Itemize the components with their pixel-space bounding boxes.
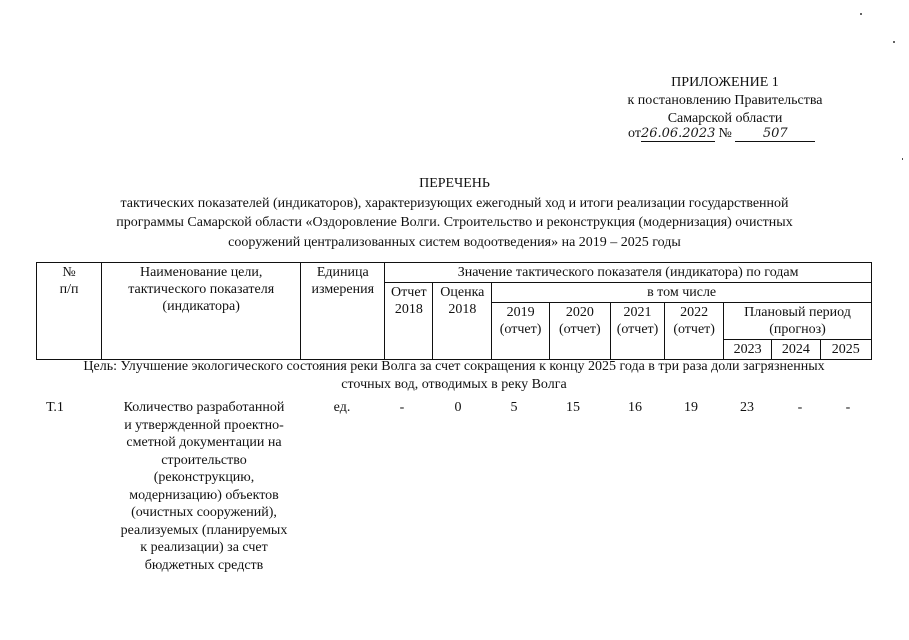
table-row	[0, 399, 909, 579]
row-name-line: сметной документации на	[126, 435, 282, 450]
header-including: в том числе	[492, 283, 872, 303]
number-handwritten: 507	[735, 126, 815, 142]
goal-statement	[36, 358, 872, 394]
annex-line2: к постановлению Правительства	[627, 93, 823, 108]
header-name: Наименование цели, тактического показателя (индикатора)	[102, 263, 301, 360]
row-name-line: модернизацию) объектов	[129, 487, 279, 503]
row-estimate-2018: 0	[454, 400, 462, 415]
annex-date-number	[628, 126, 815, 142]
header-num: № п/п	[37, 263, 102, 360]
title-line3: сооружений централизованных систем водоотведения» на 2019 – 2025 годы	[228, 234, 681, 250]
annex-line3: Самарской области	[667, 111, 783, 126]
title-line1: тактических показателей (индикаторов), характеризующих ежегодный ход и итоги реализации государственной	[120, 195, 789, 211]
row-name-line: (очистных сооружений),	[131, 505, 277, 520]
annex-title: ПРИЛОЖЕНИЕ 1	[671, 75, 779, 90]
row-name	[106, 399, 302, 574]
title-line2: программы Самарской области «Оздоровление Волги. Строительство и реконструкция (модернизация) очистных	[116, 215, 793, 230]
date-handwritten: 26.06.2023	[640, 126, 716, 141]
header-unit: Единица измерения	[301, 263, 385, 360]
goal-line2: сточных вод, отводимых в реку Волга	[341, 377, 567, 392]
goal-line1: Цель: Улучшение экологического состояния реки Волга за счет сокращения к концу 2025 года в три раза доли загрязненных	[83, 359, 825, 374]
row-name-line: Количество разработанной	[123, 400, 285, 415]
title-heading: ПЕРЕЧЕНЬ	[419, 176, 490, 191]
header-2020: 2020 (отчет)	[549, 303, 610, 360]
row-name-line: и утвержденной проектно-	[124, 417, 284, 433]
document-title	[0, 174, 909, 252]
row-2022: 19	[684, 400, 698, 415]
header-2021: 2021 (отчет)	[610, 303, 665, 360]
scan-speck	[860, 13, 862, 15]
row-name-line: строительство	[161, 452, 247, 468]
row-unit: ед.	[333, 400, 351, 415]
row-name-line: реализуемых (планируемых	[120, 522, 288, 538]
header-planned-period: Плановый период (прогноз)	[724, 303, 872, 340]
header-2022: 2022 (отчет)	[665, 303, 724, 360]
date-prefix: от	[628, 126, 641, 141]
scan-speck	[902, 158, 903, 160]
header-2019: 2019 (отчет)	[492, 303, 550, 360]
header-values-title: Значение тактического показателя (индикатора) по годам	[385, 263, 872, 283]
row-2025: -	[845, 400, 851, 415]
row-2023: 23	[740, 400, 754, 415]
row-2024: -	[797, 400, 803, 415]
indicators-table-header	[36, 262, 872, 360]
scan-speck	[893, 41, 895, 43]
header-2024: 2024	[772, 340, 820, 360]
header-report-2018: Отчет 2018	[385, 283, 433, 360]
header-2023: 2023	[724, 340, 772, 360]
header-estimate-2018: Оценка 2018	[433, 283, 492, 360]
row-code: Т.1	[46, 400, 64, 415]
row-name-line: бюджетных средств	[144, 557, 264, 573]
number-prefix: №	[718, 126, 732, 141]
row-report-2018: -	[399, 400, 405, 415]
row-name-line: (реконструкцию,	[153, 470, 255, 485]
header-2025: 2025	[820, 340, 871, 360]
row-2019: 5	[510, 400, 518, 415]
row-name-line: к реализации) за счет	[140, 540, 268, 555]
row-2021: 16	[628, 400, 642, 415]
row-2020: 15	[566, 400, 580, 415]
annex-block	[610, 74, 840, 128]
